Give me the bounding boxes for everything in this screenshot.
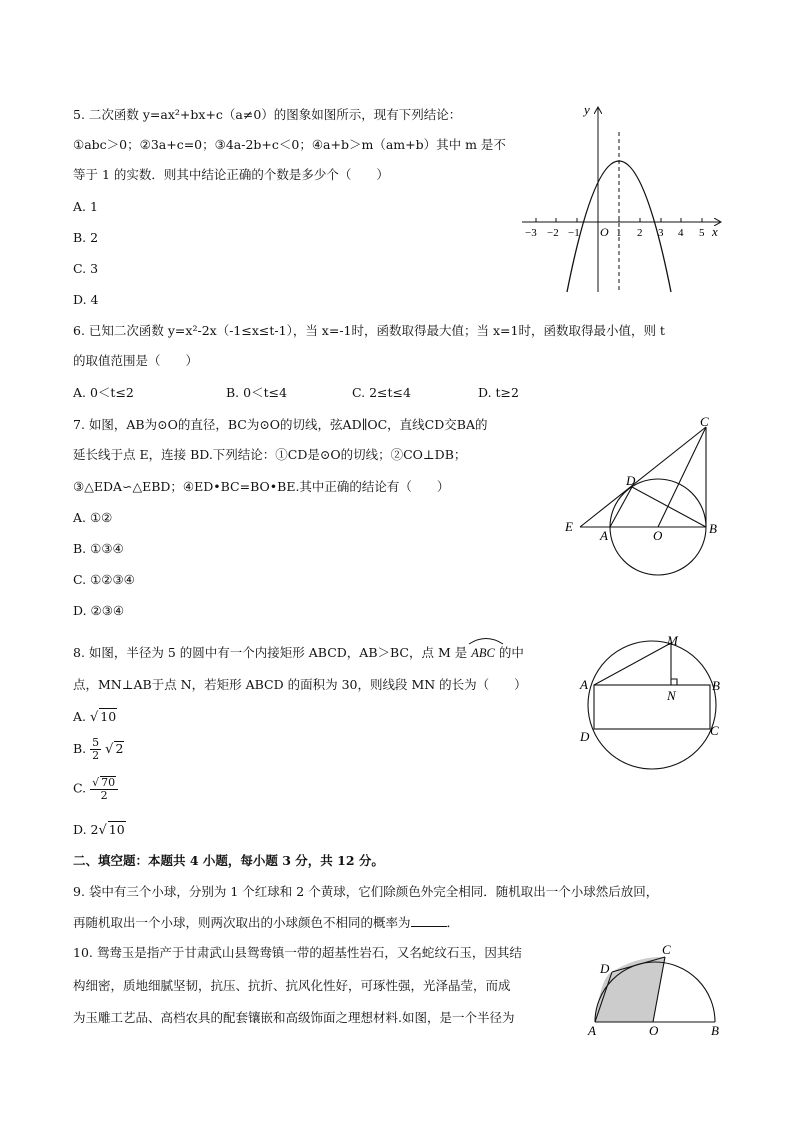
q8-option-d-letter: D. (73, 822, 87, 837)
q8-label-b: B (712, 678, 720, 693)
q8-option-b-num: 5 (92, 736, 100, 749)
q8-option-b-letter: B. (73, 741, 87, 756)
q5-x-label: x (712, 224, 718, 239)
q5-y-label: y (584, 102, 590, 117)
q9-stem-text: 再随机取出一个小球，则两次取出的小球颜色不相同的概率为 (73, 915, 411, 930)
q5-tick-label: 5 (699, 227, 705, 239)
q7-stem-line-2: 延长线于点 E，连接 BD.下列结论：①CD是⊙O的切线；②CO⊥DB； (73, 447, 467, 462)
q8-arc-notation (467, 641, 499, 661)
q8-label-n: N (667, 688, 676, 703)
q6-option-a: A. 0＜t≤2 (73, 385, 134, 400)
q8-option-a: A. √ 10 (73, 709, 117, 725)
q7-stem-line-3: ③△EDA∽△EBD；④ED•BC=BO•BE.其中正确的结论有（ ） (73, 479, 450, 494)
q10-semicircle-figure (585, 942, 725, 1037)
q8-option-c-den: 2 (100, 789, 108, 802)
q8-label-d: D (580, 729, 590, 744)
q7-option-b: B. ①③④ (73, 541, 124, 556)
q8-label-m: M (667, 633, 678, 648)
q9-stem-tail: ． (446, 915, 460, 930)
q5-tick-label: −1 (568, 227, 580, 239)
q5-option-c: C. 3 (73, 261, 99, 276)
q10-stem-line-3: 为玉雕工艺品、高档农具的配套镶嵌和高级饰面之理想材料.如图，是一个半径为 (73, 1010, 515, 1025)
q7-label-o: O (653, 528, 663, 543)
q8-stem-part-a: 8. 如图，半径为 5 的圆中有一个内接矩形 ABCD，AB＞BC，点 M 是 (73, 645, 468, 660)
q10-label-c: C (662, 942, 671, 957)
q8-stem-line-1 (73, 641, 524, 661)
q8-option-c-radicand: 70 (101, 776, 116, 789)
section-2-heading: 二、填空题：本题共 4 小题，每小题 3 分，共 12 分。 (73, 853, 384, 868)
q10-stem-line-2: 构细密，质地细腻坚韧，抗压、抗折、抗风化性好，可琢性强，光泽晶莹，而成 (73, 978, 511, 993)
q9-stem-line-2 (73, 914, 459, 931)
q8-option-d: D. 2√ 10 (73, 822, 125, 838)
q7-option-a: A. ①② (73, 510, 113, 525)
q9-stem-line-1: 9. 袋中有三个小球，分别为 1 个红球和 2 个黄球，它们除颜色外完全相同．随机取出一个小球然后放回， (73, 884, 659, 899)
q8-option-c-letter: C. (73, 780, 87, 796)
q8-stem-part-b: 的中 (498, 645, 524, 660)
q5-tick-label: 2 (637, 227, 643, 239)
q5-tick-label: −2 (547, 227, 559, 239)
q5-parabola-graph (520, 100, 730, 295)
q8-option-b-den: 2 (92, 749, 100, 762)
q6-option-c: C. 2≤t≤4 (352, 385, 411, 400)
q5-tick-label: −3 (525, 227, 537, 239)
q7-stem-line-1: 7. 如图，AB为⊙O的直径，BC为⊙O的切线，弦AD∥OC，直线CD交BA的 (73, 417, 488, 432)
q7-circle-tangent-figure (560, 415, 725, 580)
q8-stem-line-2: 点，MN⊥AB于点 N，若矩形 ABCD 的面积为 30，则线段 MN 的长为（ ） (73, 677, 527, 692)
q7-label-b: B (709, 521, 717, 536)
q6-stem-line-1: 6. 已知二次函数 y=x²-2x（-1≤x≤t-1），当 x=-1时，函数取得最大值；当 x=1时，函数取得最小值，则 t (73, 323, 665, 338)
q10-label-b: B (711, 1023, 719, 1038)
q8-option-a-letter: A. (73, 709, 87, 724)
q10-stem-line-1: 10. 鸳鸯玉是指产于甘肃武山县鸳鸯镇一带的超基性岩石，又名蛇纹石玉，因其结 (73, 945, 522, 960)
q8-label-c: C (710, 723, 719, 738)
q5-stem-line-2: ①abc＞0；②3a+c=0；③4a-2b+c＜0；④a+b＞m（am+b）其中 m 是不 (73, 137, 506, 152)
q5-tick-label: 3 (658, 227, 664, 239)
q7-label-a: A (600, 528, 608, 543)
q8-circle (588, 641, 716, 769)
q5-tick-label: 4 (678, 227, 684, 239)
q6-option-d: D. t≥2 (478, 385, 519, 400)
q10-label-a: A (588, 1023, 596, 1038)
q10-label-d: D (600, 961, 610, 976)
q7-label-e: E (565, 519, 573, 534)
q10-label-o: O (649, 1023, 659, 1038)
q8-option-d-radicand: 10 (108, 822, 125, 837)
q9-answer-blank[interactable] (411, 914, 447, 927)
q5-origin-label: O (600, 225, 609, 239)
q8-option-b-radicand: 2 (115, 741, 124, 756)
q5-option-d: D. 4 (73, 292, 99, 307)
q8-option-d-coef: 2 (90, 822, 99, 837)
q8-arc-label: ABC (471, 646, 495, 660)
q5-option-a: A. 1 (73, 199, 98, 214)
q8-option-c: C. $\frac{√ 70}{2}$ (73, 776, 118, 802)
q7-option-d: D. ②③④ (73, 603, 125, 618)
q5-tick-label: 1 (616, 227, 622, 239)
q7-label-d: D (626, 473, 636, 488)
q8-label-a: A (580, 677, 588, 692)
q7-option-c: C. ①②③④ (73, 572, 135, 587)
q5-stem-line-3: 等于 1 的实数．则其中结论正确的个数是多少个（ ） (73, 167, 389, 182)
q8-option-b: B. $\frac{5}{2}$ √ 2 (73, 736, 124, 762)
q5-stem-line-1: 5. 二次函数 y=ax²+bx+c（a≠0）的图象如图所示，现有下列结论： (73, 107, 462, 122)
q8-rectangle (594, 685, 710, 729)
q6-option-b: B. 0＜t≤4 (226, 385, 288, 400)
q6-stem-line-2: 的取值范围是（ ） (73, 353, 199, 368)
q7-label-c: C (700, 414, 709, 429)
q8-option-a-radicand: 10 (100, 709, 117, 724)
q5-option-b: B. 2 (73, 230, 99, 245)
q8-inscribed-rectangle-figure (575, 633, 725, 773)
